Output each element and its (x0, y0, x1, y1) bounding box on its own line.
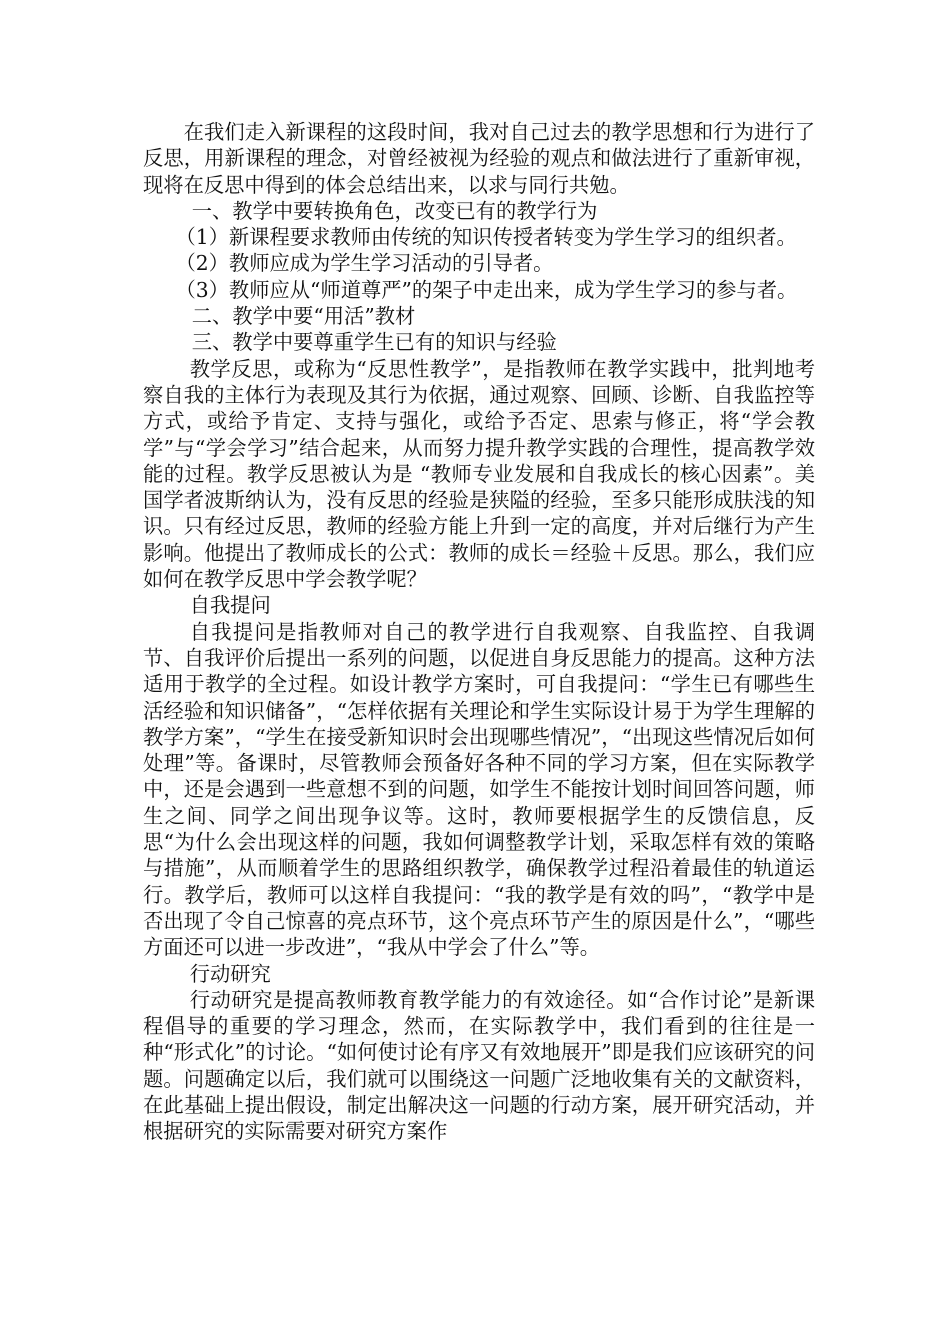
list-item-3: （3）教师应从“师道尊严”的架子中走出来，成为学生学习的参与者。 (175, 277, 798, 302)
section-heading-3: 三、教学中要尊重学生已有的知识与经验 (191, 330, 557, 355)
action-research-paragraph: 行动研究是提高教师教育教学能力的有效途径。如“合作讨论”是新课程倡导的重要的学习理念，然而，在实际教学中，我们看到的往往是一种“形式化”的讨论。“如何使讨论有序又有效地展开”即是我们应该研究的问题。问题确定以后，我们就可以围绕这一问题广泛地收集有关的文献资料，在此基础上提出假设，制定出解决这一问题的行动方案，展开研究活动，并根据研究的实际需要对研究方案作 (143, 987, 815, 1144)
subheading-action-research: 行动研究 (189, 961, 271, 986)
intro-paragraph: 在我们走入新课程的这段时间，我对自己过去的教学思想和行为进行了反思，用新课程的理念，对曾经被视为经验的观点和做法进行了重新审视，现将在反思中得到的体会总结出来，以求与同行共勉。 (143, 120, 815, 197)
self-questioning-paragraph: 自我提问是指教师对自己的教学进行自我观察、自我监控、自我调节、自我评价后提出一系列的问题，以促进自身反思能力的提高。这种方法适用于教学的全过程。如设计教学方案时，可自我提问：“学生已有哪些生活经验和知识储备”，“怎样依据有关理论和学生实际设计易于为学生理解的教学方案”，“学生在接受新知识时会出现哪些情况”，“出现这些情况后如何处理”等。备课时，尽管教师会预备好各种不同的学习方案，但在实际教学中，还是会遇到一些意想不到的问题，如学生不能按计划时间回答问题，师生之间、同学之间出现争议等。这时，教师要根据学生的反馈信息，反思“为什么会出现这样的问题，我如何调整教学计划，采取怎样有效的策略与措施”，从而顺着学生的思路组织教学，确保教学过程沿着最佳的轨道运行。教学后，教师可以这样自我提问：“我的教学是有效的吗”，“教学中是否出现了令自己惊喜的亮点环节，这个亮点环节产生的原因是什么”，“哪些方面还可以进一步改进”，“我从中学会了什么”等。 (143, 619, 815, 960)
section-heading-1: 一、教学中要转换角色，改变已有的教学行为 (191, 198, 598, 223)
list-item-1: （1）新课程要求教师由传统的知识传授者转变为学生学习的组织者。 (175, 225, 797, 250)
section-heading-2: 二、教学中要“用活”教材 (191, 304, 416, 329)
subheading-self-questioning: 自我提问 (189, 593, 271, 618)
reflection-paragraph: 教学反思，或称为“反思性教学”，是指教师在教学实践中，批判地考察自我的主体行为表现及其行为依据，通过观察、回顾、诊断、自我监控等方式，或给予肯定、支持与强化，或给予否定、思索与修正，将“学会教学”与“学会学习”结合起来，从而努力提升教学实践的合理性，提高教学效能的过程。教学反思被认为是 “教师专业发展和自我成长的核心因素”。美国学者波斯纳认为，没有反思的经验是狭隘的经验，至多只能形成肤浅的知识。只有经过反思，教师的经验方能上升到一定的高度，并对后继行为产生影响。他提出了教师成长的公式：教师的成长＝经验＋反思。那么，我们应如何在教学反思中学会教学呢？ (143, 356, 815, 592)
list-item-2: （2）教师应成为学生学习活动的引导者。 (175, 251, 554, 276)
document-body (143, 119, 815, 1145)
